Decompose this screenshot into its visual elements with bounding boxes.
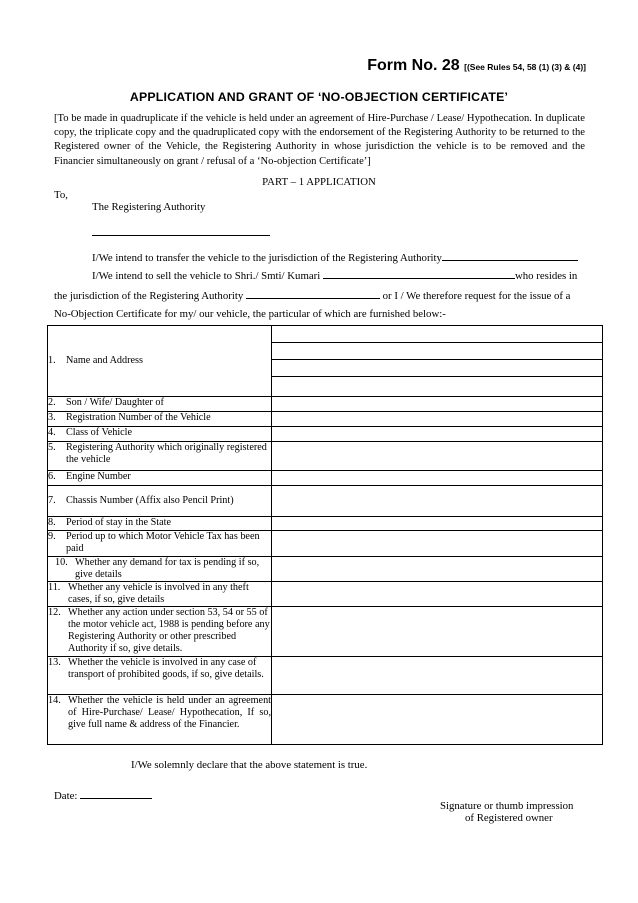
row-label: 13. Whether the vehicle is involved in any case of transport of prohibited goods, if so, give details. xyxy=(48,657,272,695)
table-row xyxy=(48,427,603,442)
row-value-field[interactable] xyxy=(272,442,603,471)
table-row xyxy=(48,471,603,486)
address-authority: The Registering Authority xyxy=(92,201,206,213)
row-value-field[interactable] xyxy=(272,557,603,582)
resides-text: who resides in xyxy=(514,270,578,282)
form-number xyxy=(367,57,586,75)
date-row xyxy=(54,789,152,802)
table-row xyxy=(48,531,603,557)
row-label: 6. Engine Number xyxy=(48,471,272,486)
row-label: 8. Period of stay in the State xyxy=(48,517,272,531)
row-value-field[interactable] xyxy=(272,657,603,695)
transfer-paragraph xyxy=(92,251,578,264)
row-value-field[interactable] xyxy=(272,471,603,486)
table-row xyxy=(48,412,603,427)
authority-blank-line[interactable] xyxy=(92,235,270,236)
rules-reference: [(See Rules 54, 58 (1) (3) & (4)] xyxy=(464,62,586,72)
jurisdiction-text: the jurisdiction of the Registering Authority xyxy=(54,290,244,302)
intro-instructions: [To be made in quadruplicate if the vehicle is held under an agreement of Hire-Purchase / Lease/ Hypothecation. In duplicate copy, the triplicate copy and the quadruplicated copy with the endorsement of the Registering Authority to be returned to the Registered owner of the Vehicle, the Registering Authority in whose jurisdiction the vehicle is to be removed and the Financier simultaneously on grant / refusal of a ‘No-objection Certificate’] xyxy=(54,113,585,167)
signature-label: Signature or thumb impression xyxy=(440,800,574,812)
date-label: Date: xyxy=(54,790,78,802)
transfer-text: I/We intend to transfer the vehicle to the jurisdiction of the Registering Authority xyxy=(92,252,442,264)
signature-owner-label: of Registered owner xyxy=(465,812,553,824)
sell-text: I/We intend to sell the vehicle to Shri./ Smti/ Kumari xyxy=(92,270,321,282)
row-label: 2. Son / Wife/ Daughter of xyxy=(48,397,272,412)
name-address-lines xyxy=(272,326,602,394)
date-blank[interactable] xyxy=(80,789,152,799)
table-row xyxy=(48,517,603,531)
form-number-label: Form No. 28 xyxy=(367,57,460,74)
table-row xyxy=(48,557,603,582)
sell-paragraph xyxy=(92,269,577,282)
row-value-field[interactable] xyxy=(272,397,603,412)
row-label: 10. Whether any demand for tax is pending if so, give details xyxy=(48,557,272,582)
name-address-field[interactable] xyxy=(272,326,603,397)
declaration-text: I/We solemnly declare that the above statement is true. xyxy=(131,759,368,771)
row-label: 7. Chassis Number (Affix also Pencil Print) xyxy=(48,486,272,517)
jurisdiction-authority-blank[interactable] xyxy=(246,289,380,299)
row-value-field[interactable] xyxy=(272,486,603,517)
noc-paragraph: No-Objection Certificate for my/ our vehicle, the particular of which are furnished below:- xyxy=(54,308,446,320)
row-label: 11. Whether any vehicle is involved in any theft cases, if so, give details xyxy=(48,582,272,607)
row-value-field[interactable] xyxy=(272,412,603,427)
row-label: 4. Class of Vehicle xyxy=(48,427,272,442)
table-row xyxy=(48,486,603,517)
row-value-field[interactable] xyxy=(272,517,603,531)
row-value-field[interactable] xyxy=(272,531,603,557)
row-label: 12. Whether any action under section 53, 54 or 55 of the motor vehicle act, 1988 is pending before any Registering Authority or other prescribed Authority if so, give details. xyxy=(48,607,272,657)
row-label: 3. Registration Number of the Vehicle xyxy=(48,412,272,427)
row-value-field[interactable] xyxy=(272,695,603,745)
row-label: 9. Period up to which Motor Vehicle Tax has been paid xyxy=(48,531,272,557)
table-row xyxy=(48,326,603,397)
transfer-authority-blank[interactable] xyxy=(442,251,578,261)
vehicle-particulars-table xyxy=(47,325,603,745)
row-label: 1. Name and Address xyxy=(48,326,272,397)
row-value-field[interactable] xyxy=(272,582,603,607)
request-text: or I / We therefore request for the issue of a xyxy=(382,290,571,302)
row-value-field[interactable] xyxy=(272,427,603,442)
address-to: To, xyxy=(54,189,68,201)
jurisdiction-paragraph xyxy=(54,289,570,302)
buyer-name-blank[interactable] xyxy=(323,269,515,279)
table-row xyxy=(48,397,603,412)
table-row xyxy=(48,657,603,695)
table-row xyxy=(48,695,603,745)
table-row xyxy=(48,607,603,657)
table-row xyxy=(48,582,603,607)
part-title: PART – 1 APPLICATION xyxy=(262,176,376,188)
row-value-field[interactable] xyxy=(272,607,603,657)
form-title: APPLICATION AND GRANT OF ‘NO-OBJECTION CERTIFICATE’ xyxy=(129,90,509,104)
row-label: 5. Registering Authority which originally registered the vehicle xyxy=(48,442,272,471)
row-label: 14. Whether the vehicle is held under an agreement of Hire-Purchase/ Lease/ Hypothecation, If so, give full name & address of the Financier. xyxy=(48,695,272,745)
table-row xyxy=(48,442,603,471)
